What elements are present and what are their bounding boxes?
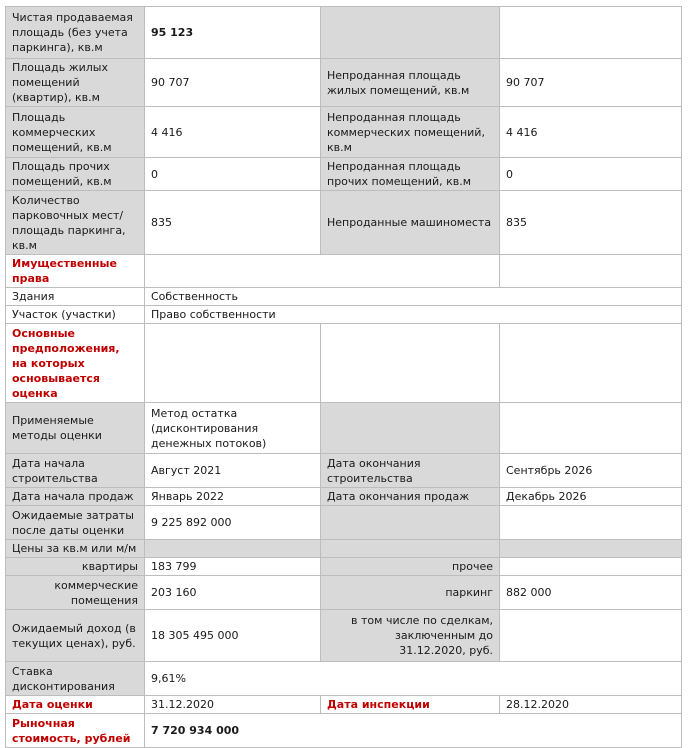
expected-income-label: Ожидаемый доход (в текущих ценах), руб. [6, 610, 145, 662]
residential-area-value: 90 707 [145, 59, 321, 107]
unsold-residential-area-label: Непроданная площадь жилых помещений, кв.м [321, 59, 500, 107]
sales-end-label: Дата окончания продаж [321, 488, 500, 506]
property-rights-heading: Имущественные права [6, 255, 145, 288]
net-sellable-area-value: 95 123 [145, 7, 321, 59]
buildings-value: Собственность [145, 288, 682, 306]
price-commercial-label: коммерческие помещения [6, 576, 145, 610]
expected-income-value: 18 305 495 000 [145, 610, 321, 662]
price-commercial-value: 203 160 [145, 576, 321, 610]
unsold-commercial-area-label: Непроданная площадь коммерческих помещений, кв.м [321, 107, 500, 158]
discount-rate-value: 9,61% [145, 662, 682, 696]
income-prior-deals-label: в том числе по сделкам, заключенным до 31.12.2020, руб. [321, 610, 500, 662]
inspection-date-value: 28.12.2020 [500, 696, 682, 714]
valuation-summary-table [5, 6, 682, 748]
buildings-label: Здания [6, 288, 145, 306]
price-other-value [500, 558, 682, 576]
parking-label: Количество парковочных мест/площадь паркинга, кв.м [6, 191, 145, 255]
table-row [6, 324, 682, 403]
other-area-value: 0 [145, 158, 321, 191]
other-area-label: Площадь прочих помещений, кв.м [6, 158, 145, 191]
table-row [6, 506, 682, 540]
table-row [6, 403, 682, 454]
commercial-area-label: Площадь коммерческих помещений, кв.м [6, 107, 145, 158]
table-row [6, 255, 682, 288]
table-row [6, 306, 682, 324]
table-row [6, 696, 682, 714]
table-row [6, 158, 682, 191]
income-prior-deals-value [500, 610, 682, 662]
land-plot-value: Право собственности [145, 306, 682, 324]
sales-start-label: Дата начала продаж [6, 488, 145, 506]
price-parking-value: 882 000 [500, 576, 682, 610]
unsold-parking-value: 835 [500, 191, 682, 255]
valuation-date-label: Дата оценки [6, 696, 145, 714]
market-value-value: 7 720 934 000 [145, 714, 682, 748]
sales-start-value: Январь 2022 [145, 488, 321, 506]
methods-label: Применяемые методы оценки [6, 403, 145, 454]
table-row [6, 558, 682, 576]
unsold-other-area-value: 0 [500, 158, 682, 191]
prices-header: Цены за кв.м или м/м [6, 540, 145, 558]
table-row [6, 576, 682, 610]
construction-end-label: Дата окончания строительства [321, 454, 500, 488]
table-row [6, 7, 682, 59]
parking-value: 835 [145, 191, 321, 255]
table-row [6, 662, 682, 696]
price-parking-label: паркинг [321, 576, 500, 610]
assumptions-heading: Основные предположения, на которых основывается оценка [6, 324, 145, 403]
construction-start-value: Август 2021 [145, 454, 321, 488]
market-value-label: Рыночная стоимость, рублей [6, 714, 145, 748]
construction-start-label: Дата начала строительства [6, 454, 145, 488]
land-plot-label: Участок (участки) [6, 306, 145, 324]
expected-costs-value: 9 225 892 000 [145, 506, 321, 540]
commercial-area-value: 4 416 [145, 107, 321, 158]
table-row [6, 540, 682, 558]
net-sellable-area-label: Чистая продаваемая площадь (без учета паркинга), кв.м [6, 7, 145, 59]
inspection-date-label: Дата инспекции [321, 696, 500, 714]
price-apartments-value: 183 799 [145, 558, 321, 576]
unsold-residential-area-value: 90 707 [500, 59, 682, 107]
table-row [6, 288, 682, 306]
price-other-label: прочее [321, 558, 500, 576]
valuation-date-value: 31.12.2020 [145, 696, 321, 714]
table-row [6, 107, 682, 158]
table-row [6, 454, 682, 488]
expected-costs-label: Ожидаемые затраты после даты оценки [6, 506, 145, 540]
table-row [6, 191, 682, 255]
unsold-parking-label: Непроданные машиноместа [321, 191, 500, 255]
price-apartments-label: квартиры [6, 558, 145, 576]
table-row [6, 488, 682, 506]
unsold-other-area-label: Непроданная площадь прочих помещений, кв.м [321, 158, 500, 191]
table-row [6, 59, 682, 107]
methods-value: Метод остатка (дисконтирования денежных потоков) [145, 403, 321, 454]
residential-area-label: Площадь жилых помещений (квартир), кв.м [6, 59, 145, 107]
table-row [6, 610, 682, 662]
construction-end-value: Сентябрь 2026 [500, 454, 682, 488]
unsold-commercial-area-value: 4 416 [500, 107, 682, 158]
discount-rate-label: Ставка дисконтирования [6, 662, 145, 696]
sales-end-value: Декабрь 2026 [500, 488, 682, 506]
table-row [6, 714, 682, 748]
